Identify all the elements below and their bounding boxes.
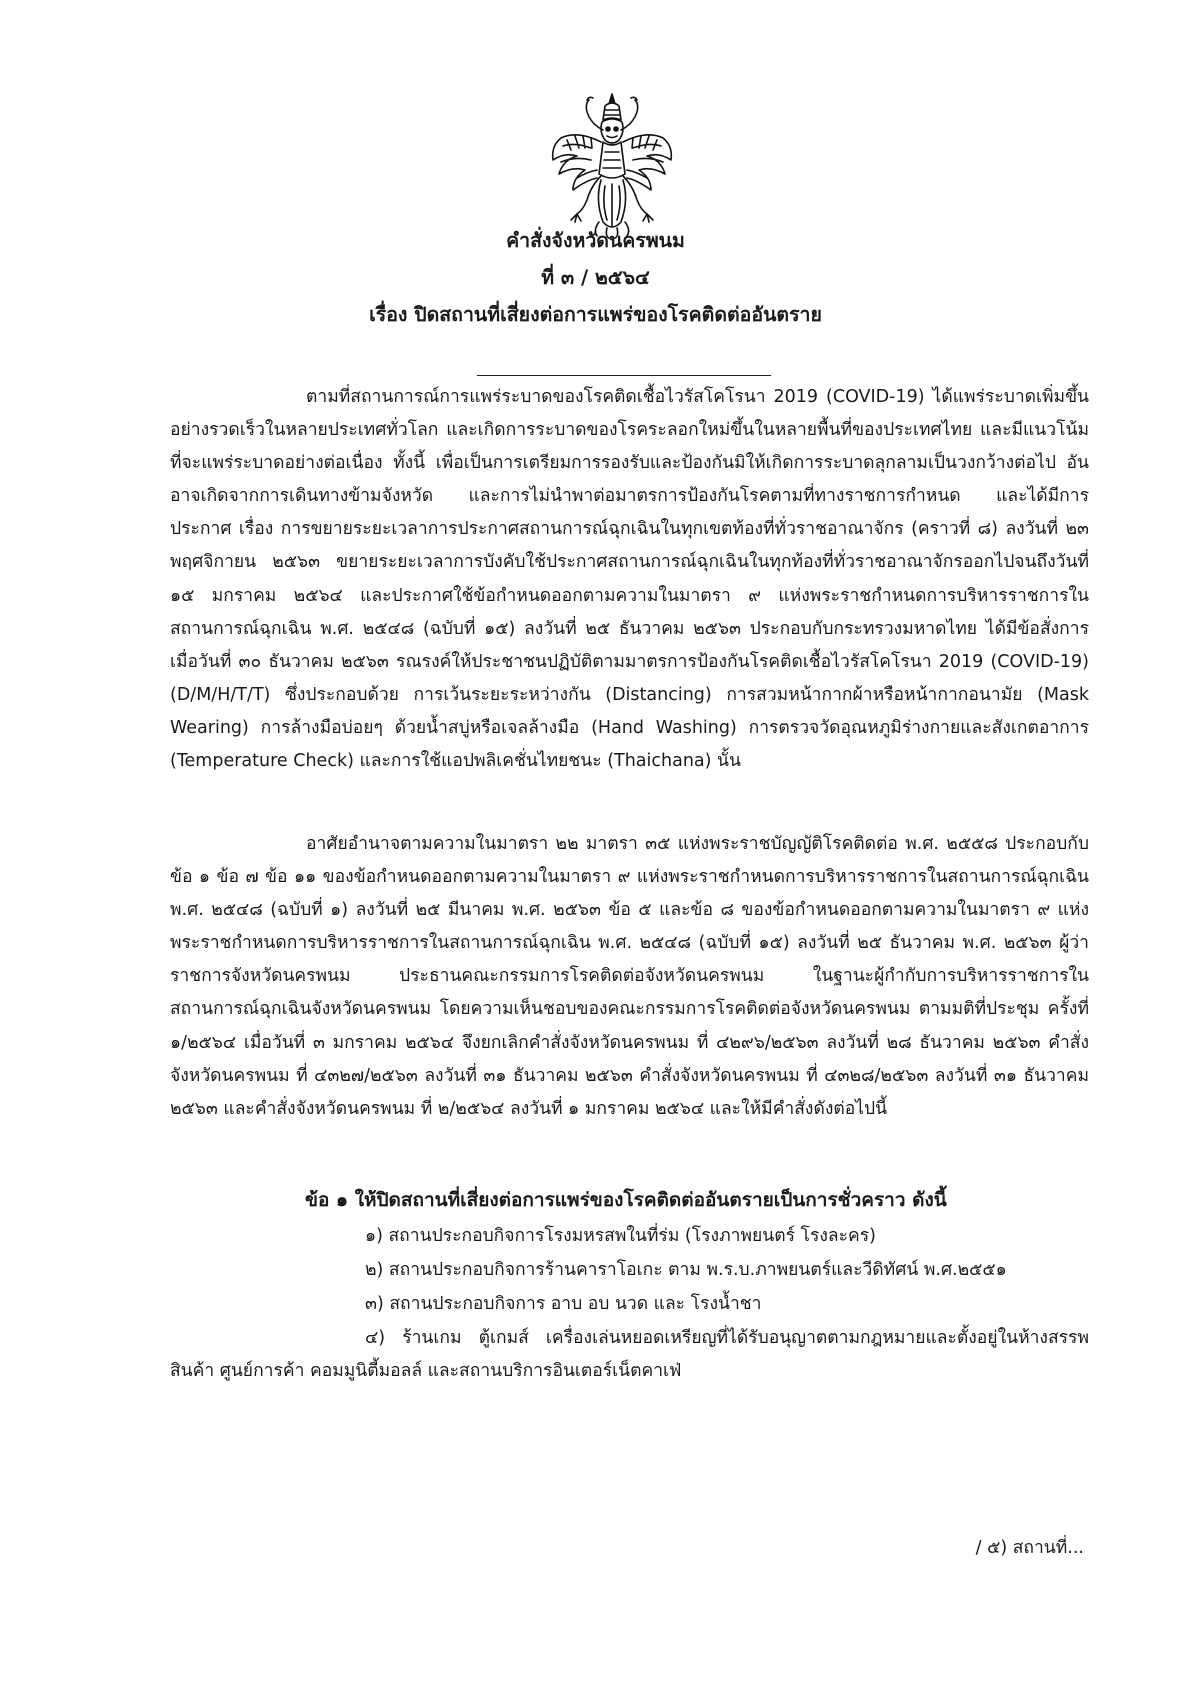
order-title: คำสั่งจังหวัดนครพนม <box>506 229 685 252</box>
page-continuation: / ๕) สถานที่... <box>975 1538 1084 1558</box>
order-header <box>0 222 1191 333</box>
clause-1-title: ข้อ ๑ ให้ปิดสถานที่เสี่ยงต่อการแพร่ของโรคติดต่ออันตรายเป็นการชั่วคราว ดังนี้ <box>305 1189 947 1211</box>
paragraph-background: ตามที่สถานการณ์การแพร่ระบาดของโรคติดเชื้อไวรัสโคโรนา 2019 (COVID-19) ได้แพร่ระบาดเพิ่มขึ้นอย่างรวดเร็วในหลายประเทศทั่วโลก และเกิดการระบาดของโรคระลอกใหม่ขึ้นในหลายพื้นที่ของประเทศไทย และมีแนวโน้มที่จะแพร่ระบาดอย่างต่อเนื่อง ทั้งนี้ เพื่อเป็นการเตรียมการรองรับและป้องกันมิให้เกิดการระบาดลุกลามเป็นวงกว้างต่อไป อันอาจเกิดจากการเดินทางข้ามจังหวัด และการไม่นำพาต่อมาตรการป้องกันโรคตามที่ทางราชการกำหนด และได้มีการประกาศ เรื่อง การขยายระยะเวลาการประกาศสถานการณ์ฉุกเฉินในทุกเขตท้องที่ทั่วราชอาณาจักร (คราวที่ ๘) ลงวันที่ ๒๓ พฤศจิกายน ๒๕๖๓ ขยายระยะเวลาการบังคับใช้ประกาศสถานการณ์ฉุกเฉินในทุกท้องที่ทั่วราชอาณาจักรออกไปจนถึงวันที่ ๑๕ มกราคม ๒๕๖๔ และประกาศใช้ข้อกำหนดออกตามความในมาตรา ๙ แห่งพระราชกำหนดการบริหารราชการในสถานการณ์ฉุกเฉิน พ.ศ. ๒๕๔๘ (ฉบับที่ ๑๕) ลงวันที่ ๒๕ ธันวาคม ๒๕๖๓ ประกอบกับกระทรวงมหาดไทย ได้มีข้อสั่งการ เมื่อวันที่ ๓๐ ธันวาคม ๒๕๖๓ รณรงค์ให้ประชาชนปฏิบัติตามมาตรการป้องกันโรคติดเชื้อไวรัสโคโรนา 2019 (COVID-19) (D/M/H/T/T) ซึ่งประกอบด้วย การเว้นระยะระหว่างกัน (Distancing) การสวมหน้ากากผ้าหรือหน้ากากอนามัย (Mask Wearing) การล้างมือบ่อยๆ ด้วยน้ำสบู่หรือเจลล้างมือ (Hand Washing) การตรวจวัดอุณหภูมิร่างกายและสังเกตอาการ (Temperature Check) และการใช้แอปพลิเคชั่นไทยชนะ (Thaichana) นั้น <box>170 387 1089 772</box>
clause-1-item-4: ๔) ร้านเกม ตู้เกมส์ เครื่องเล่นหยอดเหรียญที่ได้รับอนุญาตตามกฎหมายและตั้งอยู่ในห้างสรรพสินค้า ศูนย์การค้า คอมมูนิตี้มอลล์ และสถานบริการอินเตอร์เน็ตคาเฟ่ <box>170 1328 1089 1382</box>
clause-1-item-3: ๓) สถานประกอบกิจการ อาบ อบ นวด และ โรงน้ำชา <box>365 1294 762 1314</box>
clause-1-item-2: ๒) สถานประกอบกิจการร้านคาราโอเกะ ตาม พ.ร.บ.ภาพยนตร์และวีดิทัศน์ พ.ศ.๒๕๕๑ <box>365 1260 1007 1280</box>
paragraph-authority: อาศัยอำนาจตามความในมาตรา ๒๒ มาตรา ๓๕ แห่งพระราชบัญญัติโรคติดต่อ พ.ศ. ๒๕๕๘ ประกอบกับข้อ ๑ ข้อ ๗ ข้อ ๑๑ ของข้อกำหนดออกตามความในมาตรา ๙ แห่งพระราชกำหนดการบริหารราชการในสถานการณ์ฉุกเฉิน พ.ศ. ๒๕๔๘ (ฉบับที่ ๑) ลงวันที่ ๒๕ มีนาคม พ.ศ. ๒๕๖๓ ข้อ ๕ และข้อ ๘ ของข้อกำหนดออกตามความในมาตรา ๙ แห่งพระราชกำหนดการบริหารราชการในสถานการณ์ฉุกเฉิน พ.ศ. ๒๕๔๘ (ฉบับที่ ๑๕) ลงวันที่ ๒๕ ธันวาคม พ.ศ. ๒๕๖๓ ผู้ว่าราชการจังหวัดนครพนม ประธานคณะกรรมการโรคติดต่อจังหวัดนครพนม ในฐานะผู้กำกับการบริหารราชการในสถานการณ์ฉุกเฉินจังหวัดนครพนม โดยความเห็นชอบของคณะกรรมการโรคติดต่อจังหวัดนครพนม ตามมติที่ประชุม ครั้งที่ ๑/๒๕๖๔ เมื่อวันที่ ๓ มกราคม ๒๕๖๔ จึงยกเลิกคำสั่งจังหวัดนครพนม ที่ ๔๒๙๖/๒๕๖๓ ลงวันที่ ๒๘ ธันวาคม ๒๕๖๓ คำสั่งจังหวัดนครพนม ที่ ๔๓๒๗/๒๕๖๓ ลงวันที่ ๓๑ ธันวาคม ๒๕๖๓ คำสั่งจังหวัดนครพนม ที่ ๔๓๒๘/๒๕๖๓ ลงวันที่ ๓๑ ธันวาคม ๒๕๖๓ และคำสั่งจังหวัดนครพนม ที่ ๒/๒๕๖๔ ลงวันที่ ๑ มกราคม ๒๕๖๔ และให้มีคำสั่งดังต่อไปนี้ <box>170 834 1089 1119</box>
clause-1-item-1: ๑) สถานประกอบกิจการโรงมหรสพในที่ร่ม (โรงภาพยนตร์ โรงละคร) <box>365 1226 876 1246</box>
header-divider <box>477 375 771 376</box>
order-subject: เรื่อง ปิดสถานที่เสี่ยงต่อการแพร่ของโรคติดต่ออันตราย <box>369 303 822 326</box>
order-number: ที่ ๓ / ๒๕๖๔ <box>541 266 650 289</box>
garuda-emblem-icon <box>547 90 677 240</box>
